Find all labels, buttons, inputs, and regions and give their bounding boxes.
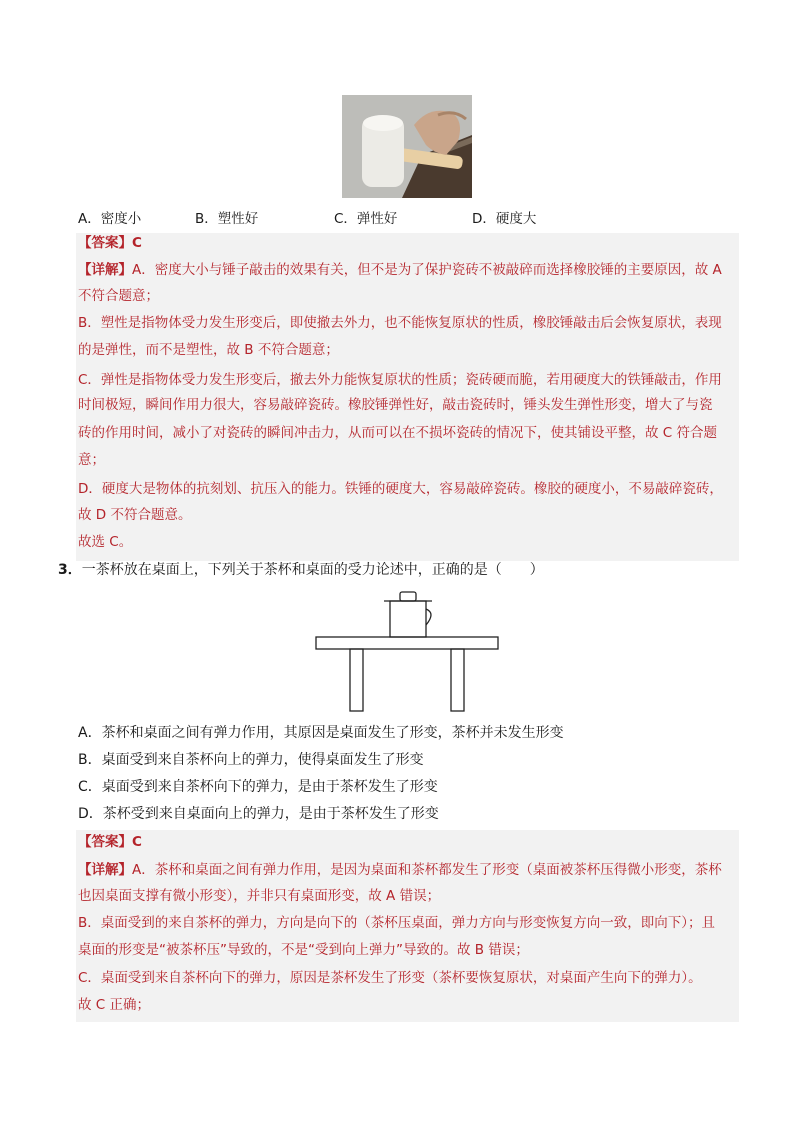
q3-answer-line — [78, 832, 142, 852]
q2-option-b: B．塑性好 — [195, 211, 259, 227]
q2-detail-line-8: 意； — [78, 452, 105, 468]
answer-tag: 【答案】 — [78, 834, 132, 850]
q3-option-c: C．桌面受到来自茶杯向下的弹力，是由于茶杯发生了形变 — [78, 779, 438, 795]
q2-detail-line-4: 的是弹性，而不是塑性，故 B 不符合题意； — [78, 342, 339, 358]
q3-detail-line-5: C．桌面受到来自茶杯向下的弹力，原因是茶杯发生了形变（茶杯要恢复原状，对桌面产生向下的弹力）。 — [78, 970, 702, 986]
detail-tag: 【详解】 — [78, 862, 132, 878]
q2-detail-line-11: 故选 C。 — [78, 534, 133, 550]
cup-on-table-diagram — [314, 587, 504, 717]
q3-answer-block — [76, 830, 739, 1022]
q2-detail-line-1 — [78, 260, 722, 280]
answer-value: C — [132, 235, 142, 251]
answer-tag: 【答案】 — [78, 235, 132, 251]
q2-detail-line-3: B．塑性是指物体受力发生形变后，即使撤去外力，也不能恢复原状的性质，橡胶锤敲击后会恢复原状，表现 — [78, 315, 722, 331]
q2-options — [78, 207, 758, 227]
q3-option-a: A．茶杯和桌面之间有弹力作用，其原因是桌面发生了形变，茶杯并未发生形变 — [78, 725, 564, 741]
q2-detail-line-7: 砖的作用时间，减小了对瓷砖的瞬间冲击力，从而可以在不损坏瓷砖的情况下，使其铺设平整，故 C 符合题 — [78, 425, 718, 441]
detail-text: A．密度大小与锤子敲击的效果有关，但不是为了保护瓷砖不被敲碎而选择橡胶锤的主要原因，故 A — [132, 262, 722, 278]
detail-tag: 【详解】 — [78, 262, 132, 278]
q2-option-c: C．弹性好 — [334, 211, 398, 227]
q2-detail-line-6: 时间极短，瞬间作用力很大，容易敲碎瓷砖。橡胶锤弹性好，敲击瓷砖时，锤头发生弹性形变，增大了与瓷 — [78, 397, 713, 413]
rubber-mallet-photo — [342, 95, 472, 198]
q3-detail-line-2: 也因桌面支撑有微小形变），并非只有桌面形变，故 A 错误； — [78, 888, 441, 904]
q3-stem — [58, 560, 544, 580]
q2-answer-line — [78, 233, 142, 253]
q2-answer-block — [76, 233, 739, 561]
q2-detail-line-2: 不符合题意； — [78, 288, 159, 304]
q3-option-d: D．茶杯受到来自桌面向上的弹力，是由于茶杯发生了形变 — [78, 806, 439, 822]
q2-detail-line-10: 故 D 不符合题意。 — [78, 507, 192, 523]
q3-detail-line-4: 桌面的形变是“被茶杯压”导致的，不是“受到向上弹力”导致的。故 B 错误； — [78, 942, 529, 958]
q2-detail-line-9: D．硬度大是物体的抗刻划、抗压入的能力。铁锤的硬度大，容易敲碎瓷砖。橡胶的硬度小，不易敲碎瓷砖， — [78, 481, 723, 497]
q3-detail-line-1 — [78, 860, 722, 880]
q3-detail-line-6: 故 C 正确； — [78, 997, 151, 1013]
q3-option-b: B．桌面受到来自茶杯向上的弹力，使得桌面发生了形变 — [78, 752, 424, 768]
q3-detail-line-3: B．桌面受到的来自茶杯的弹力，方向是向下的（茶杯压桌面，弹力方向与形变恢复方向一致，即向下）；且 — [78, 915, 716, 931]
q2-detail-line-5: C．弹性是指物体受力发生形变后，撤去外力能恢复原状的性质；瓷砖硬而脆，若用硬度大的铁锤敲击，作用 — [78, 372, 722, 388]
question-number: 3． — [58, 562, 82, 578]
q2-option-a: A．密度小 — [78, 211, 142, 227]
q2-option-d: D．硬度大 — [472, 211, 537, 227]
answer-value: C — [132, 834, 142, 850]
question-text: 一茶杯放在桌面上，下列关于茶杯和桌面的受力论述中，正确的是（ ） — [81, 562, 544, 578]
detail-text: A．茶杯和桌面之间有弹力作用，是因为桌面和茶杯都发生了形变（桌面被茶杯压得微小形变，茶杯 — [132, 862, 722, 878]
